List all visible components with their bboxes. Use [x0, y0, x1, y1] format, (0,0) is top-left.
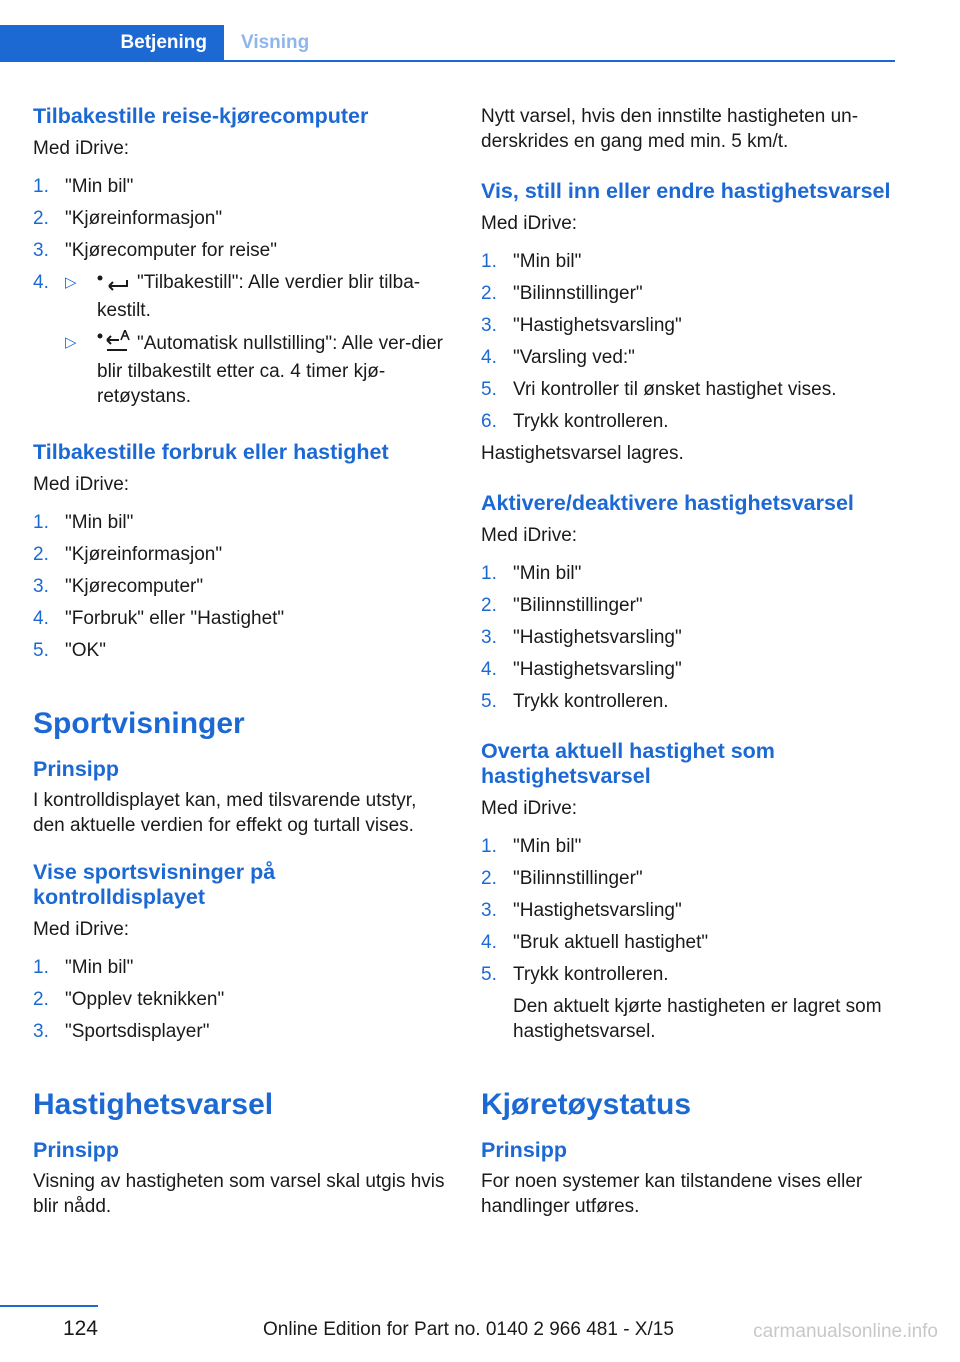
step-list — [481, 834, 897, 1044]
list-item: 1. "Min bil" — [481, 836, 582, 857]
list-item: 2. "Bilinnstillinger" — [481, 283, 643, 304]
list-item: 3. "Sportsdisplayer" — [33, 1021, 210, 1042]
list-item: 3. "Hastighetsvarsling" — [481, 315, 682, 336]
sub-item: ▷ "Automatisk nullstilling": Alle ver-dier blir tilbakestilt etter ca. 4 timer kjø-retøystans. — [65, 330, 449, 409]
list-item: 5. Trykk kontrolleren. — [481, 691, 669, 712]
chapter-heading: Sportvisninger — [33, 707, 245, 740]
section-title: Vise sportsvisninger på kontrolldisplayet — [33, 860, 276, 909]
list-item: 1. "Min bil" — [33, 176, 134, 197]
section-title: Prinsipp — [33, 1138, 120, 1162]
list-item: 3. "Kjørecomputer for reise" — [33, 240, 277, 261]
header-rule — [0, 60, 895, 62]
intro-text: Med iDrive: — [481, 525, 578, 546]
list-item: 5. "OK" — [33, 640, 106, 661]
list-item: 1. "Min bil" — [481, 563, 582, 584]
tab-betjening[interactable]: Betjening — [0, 25, 224, 60]
list-item: 6. Trykk kontrolleren. — [481, 411, 669, 432]
body-text: For noen systemer kan tilstandene vises eller handlinger utføres. — [481, 1171, 863, 1217]
list-item: 2. "Kjøreinformasjon" — [33, 544, 223, 565]
intro-text: Med iDrive: — [33, 138, 130, 159]
intro-text: Med iDrive: — [481, 798, 578, 819]
list-item: 4. ▷ "Tilbakestill": Alle verdier blir tilba-kestilt. ▷ "Automatisk nullstilling": Alle ver-dier blir tilbakestilt etter ca. 4 timer kjø-retøystans. — [33, 270, 449, 409]
section-title: Overta aktuell hastighet som hastighetsvarsel — [481, 739, 775, 788]
reset-arrow-icon — [97, 273, 131, 298]
page-number: 124 — [62, 1317, 98, 1340]
triangle-bullet-icon: ▷ — [65, 274, 77, 291]
footer-rule — [0, 1305, 98, 1307]
section-title: Prinsipp — [481, 1138, 568, 1162]
section-title: Tilbakestille reise-kjørecomputer — [33, 104, 369, 128]
list-item: 5. Trykk kontrolleren. Den aktuelt kjørte hastigheten er lagret som hastighetsvarsel. — [481, 962, 897, 1044]
list-item: 4. "Forbruk" eller "Hastighet" — [33, 608, 285, 629]
list-item: 5. Vri kontroller til ønsket hastighet vises. — [481, 379, 837, 400]
list-item: 4. "Bruk aktuell hastighet" — [481, 932, 709, 953]
list-item: 4. "Varsling ved:" — [481, 347, 635, 368]
step-list — [33, 174, 449, 409]
list-item: 3. "Kjørecomputer" — [33, 576, 204, 597]
intro-text: Med iDrive: — [33, 919, 130, 940]
sub-item: ▷ "Tilbakestill": Alle verdier blir tilba-kestilt. — [65, 272, 421, 321]
list-item: 1. "Min bil" — [33, 957, 134, 978]
body-text: Visning av hastigheten som varsel skal utgis hvis blir nådd. — [33, 1171, 445, 1217]
list-item: 2. "Opplev teknikken" — [33, 989, 225, 1010]
intro-text: Med iDrive: — [481, 213, 578, 234]
left-column — [33, 98, 449, 1219]
watermark: carmanualsonline.info — [753, 1321, 938, 1342]
list-item: 2. "Bilinnstillinger" — [481, 868, 643, 889]
section-title: Aktivere/deaktivere hastighetsvarsel — [481, 491, 854, 515]
list-item: 2. "Kjøreinformasjon" — [33, 208, 223, 229]
list-item: 3. "Hastighetsvarsling" — [481, 627, 682, 648]
header-bar — [0, 0, 895, 62]
chapter-heading: Hastighetsvarsel — [33, 1088, 274, 1121]
section-title: Prinsipp — [33, 757, 120, 781]
triangle-bullet-icon: ▷ — [65, 334, 77, 351]
body-text: I kontrolldisplayet kan, med tilsvarende utstyr, den aktuelle verdien for effekt og turtall vises. — [33, 790, 417, 836]
edition-note: Online Edition for Part no. 0140 2 966 481 - X/15 — [263, 1319, 674, 1340]
chapter-heading: Kjøretøystatus — [481, 1088, 692, 1121]
step-list — [33, 955, 449, 1044]
step-note: Den aktuelt kjørte hastigheten er lagret som hastighetsvarsel. — [513, 996, 882, 1042]
list-item: 1. "Min bil" — [481, 251, 582, 272]
right-column — [481, 98, 897, 1219]
step-list — [33, 510, 449, 663]
intro-text: Med iDrive: — [33, 474, 130, 495]
step-list — [481, 561, 897, 714]
section-title: Vis, still inn eller endre hastighetsvarsel — [481, 179, 891, 203]
tab-visning[interactable]: Visning — [241, 31, 310, 53]
list-item: 1. "Min bil" — [33, 512, 134, 533]
list-item: 2. "Bilinnstillinger" — [481, 595, 643, 616]
body-text: Hastighetsvarsel lagres. — [481, 443, 684, 464]
auto-reset-icon — [97, 330, 131, 359]
step-list — [481, 249, 897, 434]
section-title: Tilbakestille forbruk eller hastighet — [33, 440, 389, 464]
list-item: 4. "Hastighetsvarsling" — [481, 659, 682, 680]
body-text: Nytt varsel, hvis den innstilte hastigheten un-derskrides en gang med min. 5 km/t. — [481, 106, 859, 152]
list-item: 3. "Hastighetsvarsling" — [481, 900, 682, 921]
